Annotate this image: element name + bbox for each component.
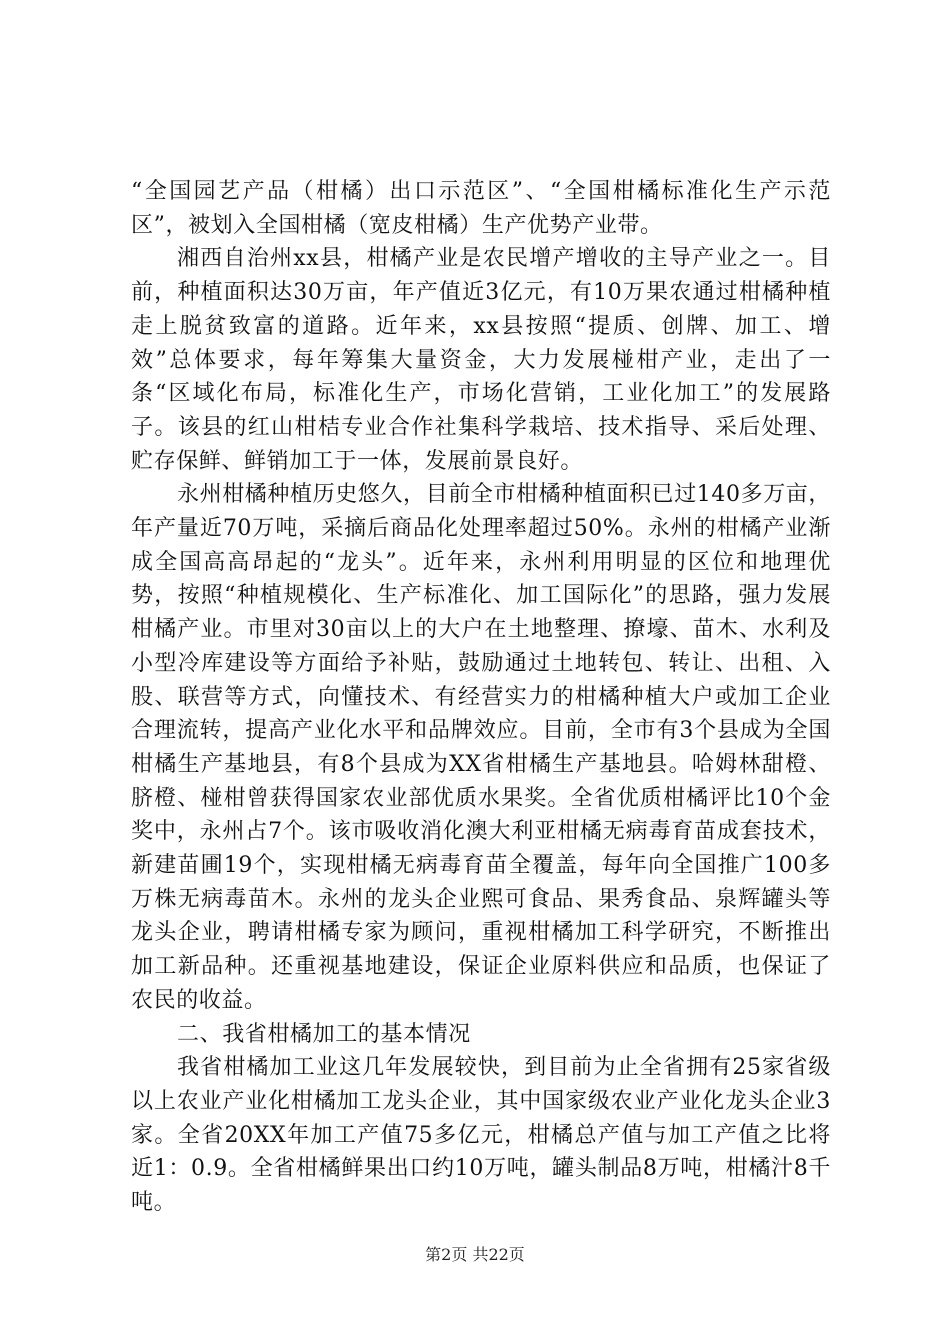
document-body [131,175,831,1220]
section-heading: 二、我省柑橘加工的基本情况 [177,1021,471,1047]
paragraph-processing-overview: 我省柑橘加工业这几年发展较快，到目前为止全省拥有25家省级以上农业产业化柑橘加工龙头企业，其中国家级农业产业化龙头企业3家。全省20XX年加工产值75多亿元，柑橘总产值与加工产值之比将近1：0.9。全省柑橘鲜果出口约10万吨，罐头制品8万吨，柑橘汁8千吨。 [131,1055,831,1216]
paragraph-export-demo-zones: “全国园艺产品（柑橘）出口示范区”、“全国柑橘标准化生产示范区”，被划入全国柑橘（宽皮柑橘）生产优势产业带。 [131,179,831,238]
page-number-footer: 第2页 共22页 [425,1245,525,1264]
paragraph-xiangxi-county: 湘西自治州xx县，柑橘产业是农民增产增收的主导产业之一。目前，种植面积达30万亩，年产值近3亿元，有10万果农通过柑橘种植走上脱贫致富的道路。近年来，xx县按照“提质、创牌、加工、增效”总体要求，每年筹集大量资金，大力发展椪柑产业，走出了一条“区域化布局，标准化生产，市场化营销，工业化加工”的发展路子。该县的红山柑桔专业合作社集科学栽培、技术指导、采后处理、贮存保鲜、鲜销加工于一体，发展前景良好。 [131,246,831,474]
paragraph-yongzhou-citrus: 永州柑橘种植历史悠久，目前全市柑橘种植面积已过140多万亩，年产量近70万吨，采摘后商品化处理率超过50%。永州的柑橘产业渐成全国高高昂起的“龙头”。近年来，永州利用明显的区位和地理优势，按照“种植规模化、生产标准化、加工国际化”的思路，强力发展柑橘产业。市里对30亩以上的大户在土地整理、撩壕、苗木、水利及小型冷库建设等方面给予补贴，鼓励通过土地转包、转让、出租、入股、联营等方式，向懂技术、有经营实力的柑橘种植大户或加工企业合理流转，提高产业化水平和品牌效应。目前，全市有3个县成为全国柑橘生产基地县，有8个县成为XX省柑橘生产基地县。哈姆林甜橙、脐橙、椪柑曾获得国家农业部优质水果奖。全省优质柑橘评比10个金奖中，永州占7个。该市吸收消化澳大利亚柑橘无病毒育苗成套技术，新建苗圃19个，实现柑橘无病毒育苗全覆盖，每年向全国推广100多万株无病毒苗木。永州的龙头企业熙可食品、果秀食品、泉辉罐头等龙头企业，聘请柑橘专家为顾问，重视柑橘加工科学研究，不断推出加工新品种。还重视基地建设，保证企业原料供应和品质，也保证了农民的收益。 [131,482,831,1013]
